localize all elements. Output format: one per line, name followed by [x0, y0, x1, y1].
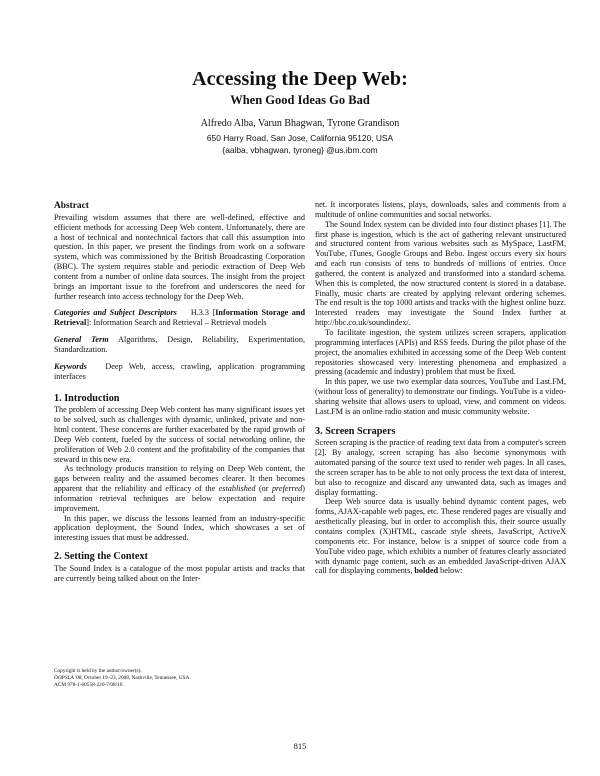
- intro-p2-part-a: As technology products transition to relying on Deep Web content, the gaps between reality and the assumed becomes clearer. It then becomes apparent that the reliability and efficacy of the: [54, 464, 305, 494]
- author-address: 650 Harry Road, San Jose, California 95120, USA: [206, 133, 394, 143]
- right-column: [315, 200, 566, 576]
- footnote-line-3: ACM 978-1-60558-220-7/08/10.: [54, 682, 124, 689]
- categories-bold-term: Information Storage and Retrieval: [54, 308, 306, 328]
- abstract-heading: Abstract: [54, 201, 89, 211]
- intro-p2-italic-2: preferred: [271, 484, 303, 494]
- intro-p2-part-c: ) information retrieval techniques are below expectation and require improvement.: [54, 484, 306, 513]
- general-terms-text: Algorithms, Design, Reliability, Experimentation, Standardization.: [54, 335, 305, 354]
- copyright-footnote: [54, 668, 305, 690]
- keywords-label: Keywords: [54, 361, 87, 371]
- footnote-line-2: [54, 675, 305, 682]
- context-p1-left: The Sound Index is a catalogue of the most popular artists and tracks that are currently being talked about on the Inter-: [54, 564, 305, 583]
- keywords-paragraph: [54, 362, 305, 382]
- context-paragraph-1-end: net. It incorporates listens, plays, downloads, sales and comments from a multitude of online communities and social networks.: [315, 200, 566, 219]
- keywords-text: Deep Web, access, crawling, application programming interfaces: [54, 361, 306, 381]
- intro-p2-part-b: (or: [255, 484, 272, 494]
- intro-paragraph-1: The problem of accessing Deep Web content has many significant issues yet to be solved, such as challenges with dynamic, unlinked, private and non-html content. These concerns are further exacerbated by the rapid growth of Deep Web content, fueled by the success of social networking online, the proliferation of Web 2.0 content and the profitability of the companies that steward in this new era.: [54, 405, 305, 464]
- abstract-text: Prevailing wisdom assumes that there are well-defined, effective and efficient methods for accessing Deep Web content. Unfortunately, there are a host of technical and nontechnical factors that call this assumption into question. In this paper, we present the findings from work on a software system, which was commissioned by the British Broadcasting Corporation (BBC). The system requires stable and periodic extraction of Deep Web content from a number of online data sources. The insight from the project brings an important issue to the forefront and underscores the need for further research into access technology for the Deep Web.: [54, 212, 305, 301]
- paper-subtitle: When Good Ideas Go Bad: [230, 93, 370, 107]
- footnote-conference: OOPSLA '08: [54, 675, 82, 682]
- intro-p2-italic-1: established: [218, 484, 256, 494]
- footnote-date-place: , October 19–23, 2008, Nashville, Tennessee, USA.: [81, 675, 191, 682]
- introduction-heading: 1. Introduction: [54, 392, 120, 404]
- page-number: 815: [293, 741, 307, 751]
- general-terms-label: General Term: [54, 335, 109, 345]
- context-paragraph-3: To facilitate ingestion, the system utilizes screen scrapers, application programming interfaces (APIs) and RSS feeds. During the pilot phase of the project, the anomalies exhibited in accessing some of the Deep Web content repositories showcased very interesting phenomena and emphasized a pressing (academic and industry) problem that must be fixed.: [315, 327, 566, 377]
- intro-paragraph-3: In this paper, we discuss the lessons learned from an industry-specific application deployment, the Sound Index, which showcases a set of interesting issues that must be addressed.: [54, 513, 305, 543]
- screen-scrapers-heading: 3. Screen Scrapers: [315, 425, 396, 437]
- scrapers-paragraph-1: Screen scraping is the practice of reading text data from a computer's screen [2]. By analogy, screen scraping has also become synonymous with automated parsing of the source text used to render web pages. In all cases, the screen scraper has to be able to not only process the text data of interest, but also to recognize and discard any unwanted data, such as images and display formatting.: [315, 438, 566, 497]
- categories-label: Categories and Subject Descriptors: [54, 308, 177, 318]
- intro-paragraph-2: [54, 464, 305, 513]
- categories-rest: ]: Information Search and Retrieval – Retrieval models: [86, 318, 267, 328]
- footnote-line-1: Copyright is held by the author/owner(s).: [54, 668, 142, 674]
- categories-code: H.3.3 [: [190, 308, 216, 318]
- scrapers-p2-part-a: Deep Web source data is usually behind dynamic content pages, web forms, AJAX-capable web pages, etc. These rendered pages are visually and aesthetically pleasing, but in order to accomplish this, their source usually contains complex (X)HTML, cascade style sheets, JavaScript, ActiveX components etc. For instance, below is a snippet of source code from a YouTube video page, which exhibits a number of features clearly associated with dynamic page content, such as an embedded JavaScript-driven AJAX call for displaying comments,: [315, 497, 566, 576]
- scrapers-p2-part-b: below:: [438, 566, 463, 576]
- context-paragraph-1-start: [54, 564, 305, 584]
- paper-title: Accessing the Deep Web:: [192, 68, 408, 90]
- setting-context-heading: 2. Setting the Context: [54, 551, 148, 563]
- context-paragraph-2: The Sound Index system can be divided into four distinct phases [1]. The first phase is ingestion, which is the act of gathering relevant unstructured and structured content from various websites such as MySpace, LastFM, YouTube, iTunes, Google Groups and Bebo. Ingest occurs every six hours and each run consists of tens to hundreds of millions of entries. Once gathered, the content is analyzed and transformed into a standard schema. When this is completed, the now structured content is stored in a database. Finally, music charts are created by applying relevant ordering schemes. The end result is the top 1000 artists and tracks with the highest online buzz. Interested readers may investigate the Sound Index further at http://bbc.co.uk/soundindex/.: [315, 219, 566, 328]
- author-list: Alfredo Alba, Varun Bhagwan, Tyrone Grandison: [200, 118, 400, 129]
- scrapers-p2-bold: bolded: [414, 566, 439, 576]
- author-email: {aalba, vbhagwan, tyroneg} @us.ibm.com: [222, 145, 378, 155]
- categories-paragraph: [54, 308, 305, 328]
- scrapers-paragraph-2: [315, 497, 566, 576]
- general-terms-paragraph: [54, 335, 305, 355]
- left-column: [54, 202, 305, 584]
- context-paragraph-4: In this paper, we use two exemplar data sources, YouTube and Last.FM, (without loss of generality) to demonstrate our findings. YouTube is a video-sharing website that allows users to upload, view, and comment on videos. Last.FM is an online radio station and music community website.: [315, 377, 566, 416]
